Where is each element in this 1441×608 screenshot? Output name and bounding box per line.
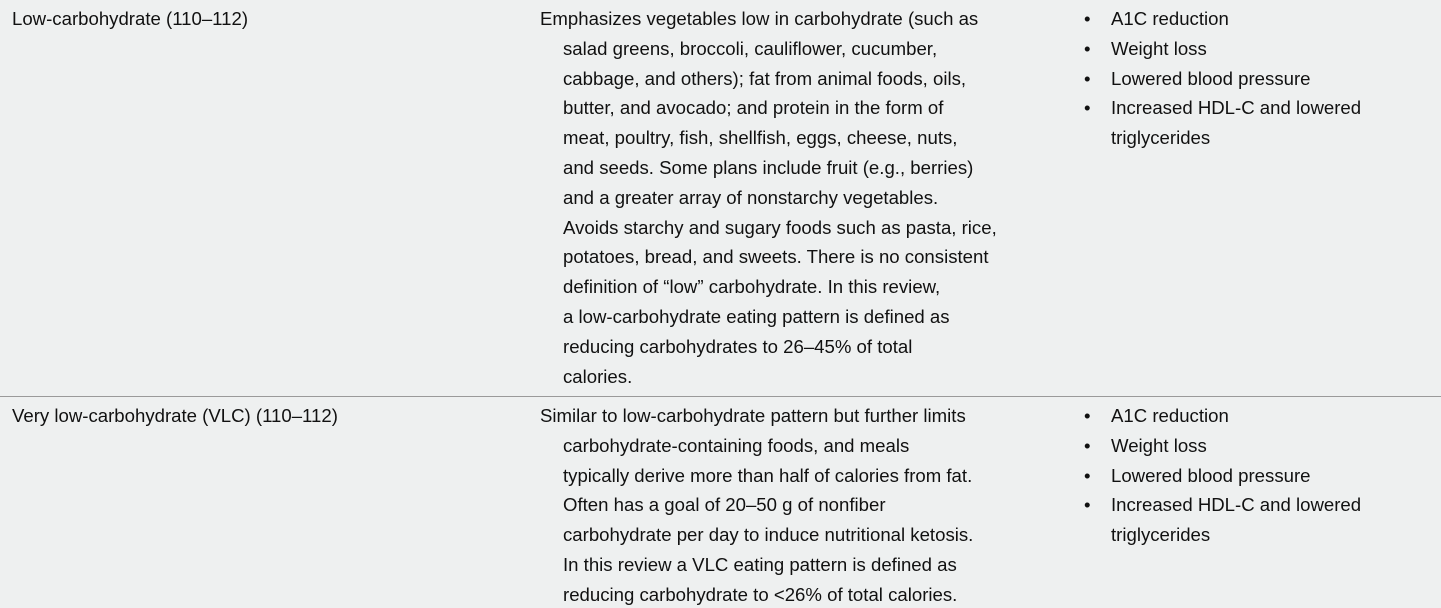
benefit-item-continuation: triglycerides — [1111, 524, 1211, 546]
pattern-benefits — [1084, 401, 1434, 550]
description-line: Emphasizes vegetables low in carbohydrate (such as — [540, 8, 979, 29]
bullet-icon: • — [1084, 37, 1091, 59]
description-line: reducing carbohydrate to <26% of total calories. — [563, 583, 958, 605]
benefit-item — [1084, 34, 1434, 64]
description-line: and a greater array of nonstarchy vegetables. — [563, 186, 939, 208]
pattern-name: Very low-carbohydrate (VLC) (110–112) — [12, 405, 338, 426]
benefit-text: Lowered blood pressure — [1111, 67, 1311, 89]
benefit-text: Weight loss — [1111, 37, 1207, 59]
description-line: cabbage, and others); fat from animal foods, oils, — [563, 67, 967, 89]
description-line: definition of “low” carbohydrate. In this review, — [563, 276, 941, 298]
description-line: Often has a goal of 20–50 g of nonfiber — [563, 494, 886, 516]
benefit-text: Increased HDL-C and lowered — [1111, 97, 1362, 119]
benefit-item — [1084, 490, 1434, 520]
description-line: a low-carbohydrate eating pattern is defined as — [563, 305, 950, 327]
benefit-item-continuation: triglycerides — [1111, 127, 1211, 149]
benefit-text: A1C reduction — [1111, 8, 1229, 29]
bullet-icon: • — [1084, 494, 1091, 516]
bullet-icon: • — [1084, 8, 1091, 29]
bullet-icon: • — [1084, 67, 1091, 89]
benefit-item — [1084, 93, 1434, 123]
description-line: salad greens, broccoli, cauliflower, cucumber, — [563, 37, 938, 59]
description-line: meat, poultry, fish, shellfish, eggs, cheese, nuts, — [563, 127, 958, 149]
benefit-item — [1084, 401, 1434, 431]
pattern-description — [540, 401, 1050, 608]
benefit-text: Increased HDL-C and lowered — [1111, 494, 1362, 516]
benefit-item — [1084, 4, 1434, 34]
table-row — [0, 397, 1441, 608]
benefit-item — [1084, 461, 1434, 491]
description-line: and seeds. Some plans include fruit (e.g., berries) — [563, 156, 974, 178]
description-line: carbohydrate-containing foods, and meals — [563, 434, 910, 456]
pattern-benefits — [1084, 4, 1434, 153]
benefit-item — [1084, 64, 1434, 94]
description-line: reducing carbohydrates to 26–45% of total — [563, 335, 913, 357]
bullet-icon: • — [1084, 434, 1091, 456]
bullet-icon: • — [1084, 405, 1091, 426]
description-line: calories. — [563, 365, 633, 387]
description-line: Similar to low-carbohydrate pattern but further limits — [540, 405, 966, 426]
description-line: Avoids starchy and sugary foods such as pasta, rice, — [563, 216, 997, 238]
description-line: carbohydrate per day to induce nutritional ketosis. — [563, 524, 974, 546]
pattern-name: Low-carbohydrate (110–112) — [12, 8, 249, 29]
benefit-text: A1C reduction — [1111, 405, 1229, 426]
description-line: typically derive more than half of calories from fat. — [563, 464, 973, 486]
pattern-description — [540, 4, 1050, 391]
benefit-item — [1084, 431, 1434, 461]
description-line: butter, and avocado; and protein in the form of — [563, 97, 944, 119]
bullet-icon: • — [1084, 97, 1091, 119]
benefit-text: Lowered blood pressure — [1111, 464, 1311, 486]
bullet-icon: • — [1084, 464, 1091, 486]
benefit-text: Weight loss — [1111, 434, 1207, 456]
description-line: In this review a VLC eating pattern is defined as — [563, 553, 957, 575]
description-line: potatoes, bread, and sweets. There is no consistent — [563, 246, 989, 268]
